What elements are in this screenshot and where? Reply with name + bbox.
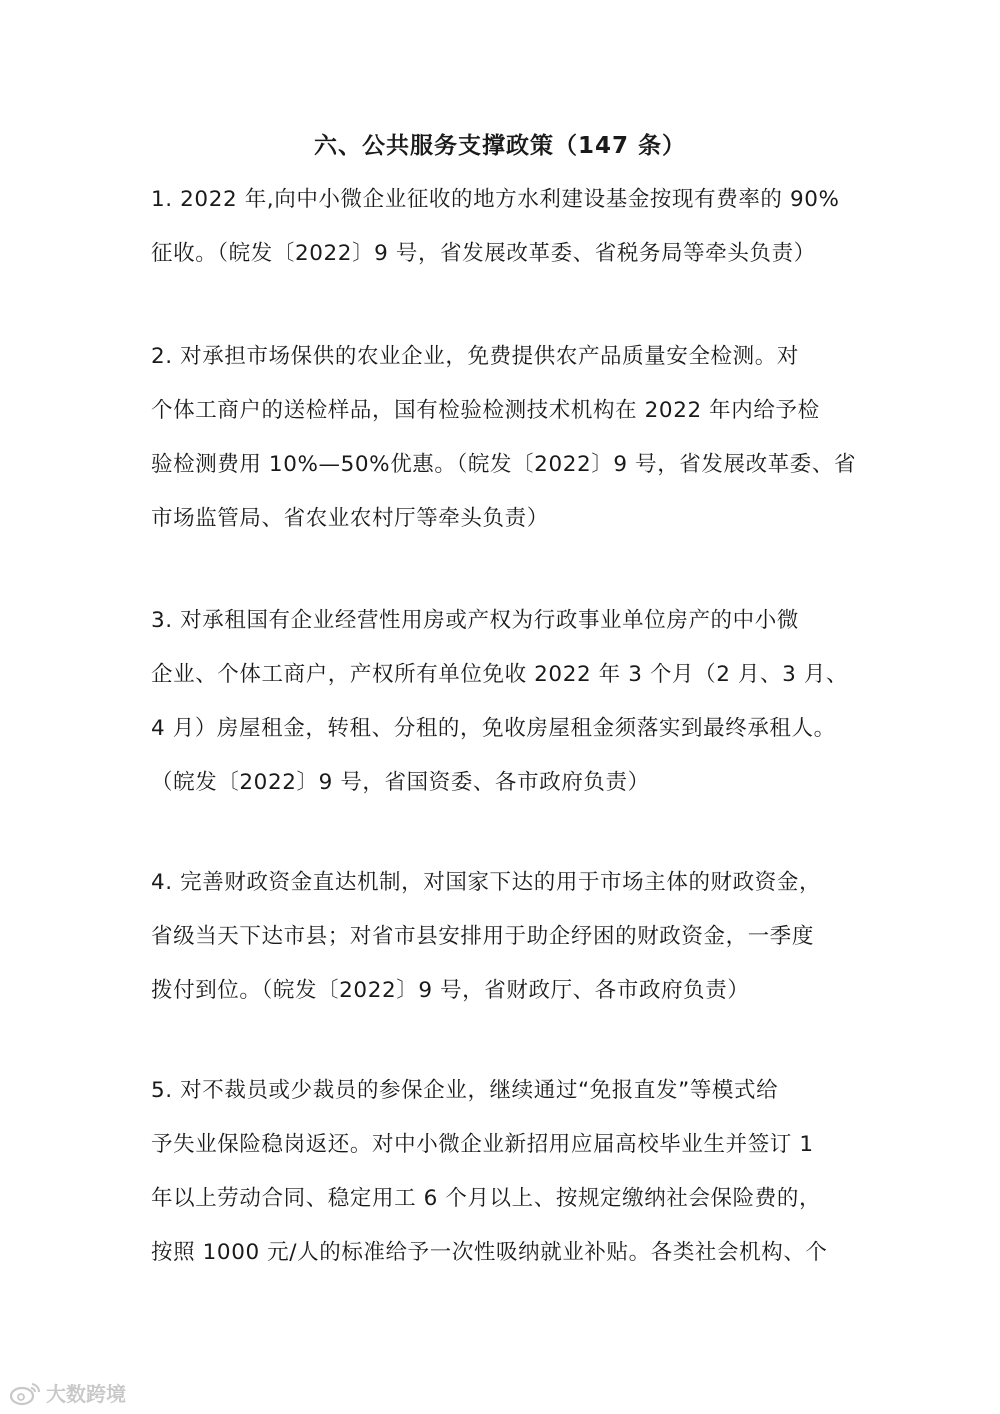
policy-item-line: 4 月）房屋租金，转租、分租的，免收房屋租金须落实到最终承租人。 [151, 716, 836, 741]
policy-item-line: 征收。（皖发〔2022〕9 号，省发展改革委、省税务局等牵头负责） [151, 241, 816, 266]
policy-item-line: 拨付到位。（皖发〔2022〕9 号，省财政厅、各市政府负责） [151, 978, 750, 1003]
policy-item-1 [151, 173, 855, 281]
watermark [8, 1378, 126, 1407]
policy-item-line: 市场监管局、省农业农村厅等牵头负责） [151, 506, 549, 531]
document-title: 六、公共服务支撑政策（147 条） [313, 133, 687, 159]
policy-item-line: 4. 完善财政资金直达机制，对国家下达的用于市场主体的财政资金， [151, 870, 822, 895]
policy-item-line: 验检测费用 10%—50%优惠。（皖发〔2022〕9 号，省发展改革委、省 [151, 452, 857, 477]
policy-item-line: 2. 对承担市场保供的农业企业，免费提供农产品质量安全检测。对 [151, 344, 799, 369]
policy-item-4 [151, 856, 855, 1018]
policy-item-line: 1. 2022 年,向中小微企业征收的地方水利建设基金按现有费率的 90% [151, 187, 840, 212]
policy-item-line: 予失业保险稳岗返还。对中小微企业新招用应届高校毕业生并签订 1 [151, 1132, 814, 1157]
policy-item-line: 3. 对承租国有企业经营性用房或产权为行政事业单位房产的中小微 [151, 608, 799, 633]
policy-item-2 [151, 330, 855, 546]
policy-item-line: 按照 1000 元/人的标准给予一次性吸纳就业补贴。各类社会机构、个 [151, 1240, 828, 1265]
policy-item-line: （皖发〔2022〕9 号，省国资委、各市政府负责） [151, 770, 650, 795]
policy-item-line: 企业、个体工商户，产权所有单位免收 2022 年 3 个月（2 月、3 月、 [151, 662, 849, 687]
policy-item-line: 省级当天下达市县；对省市县安排用于助企纾困的财政资金，一季度 [151, 924, 815, 949]
policy-item-5 [151, 1064, 855, 1280]
policy-item-line: 年以上劳动合同、稳定用工 6 个月以上、按规定缴纳社会保险费的， [151, 1186, 822, 1211]
policy-item-line: 5. 对不裁员或少裁员的参保企业，继续通过“免报直发”等模式给 [151, 1078, 779, 1103]
weibo-logo-icon [8, 1380, 42, 1406]
watermark-text: 大数跨境 [46, 1382, 126, 1406]
policy-item-3 [151, 594, 855, 810]
policy-item-line: 个体工商户的送检样品，国有检验检测技术机构在 2022 年内给予检 [151, 398, 820, 423]
